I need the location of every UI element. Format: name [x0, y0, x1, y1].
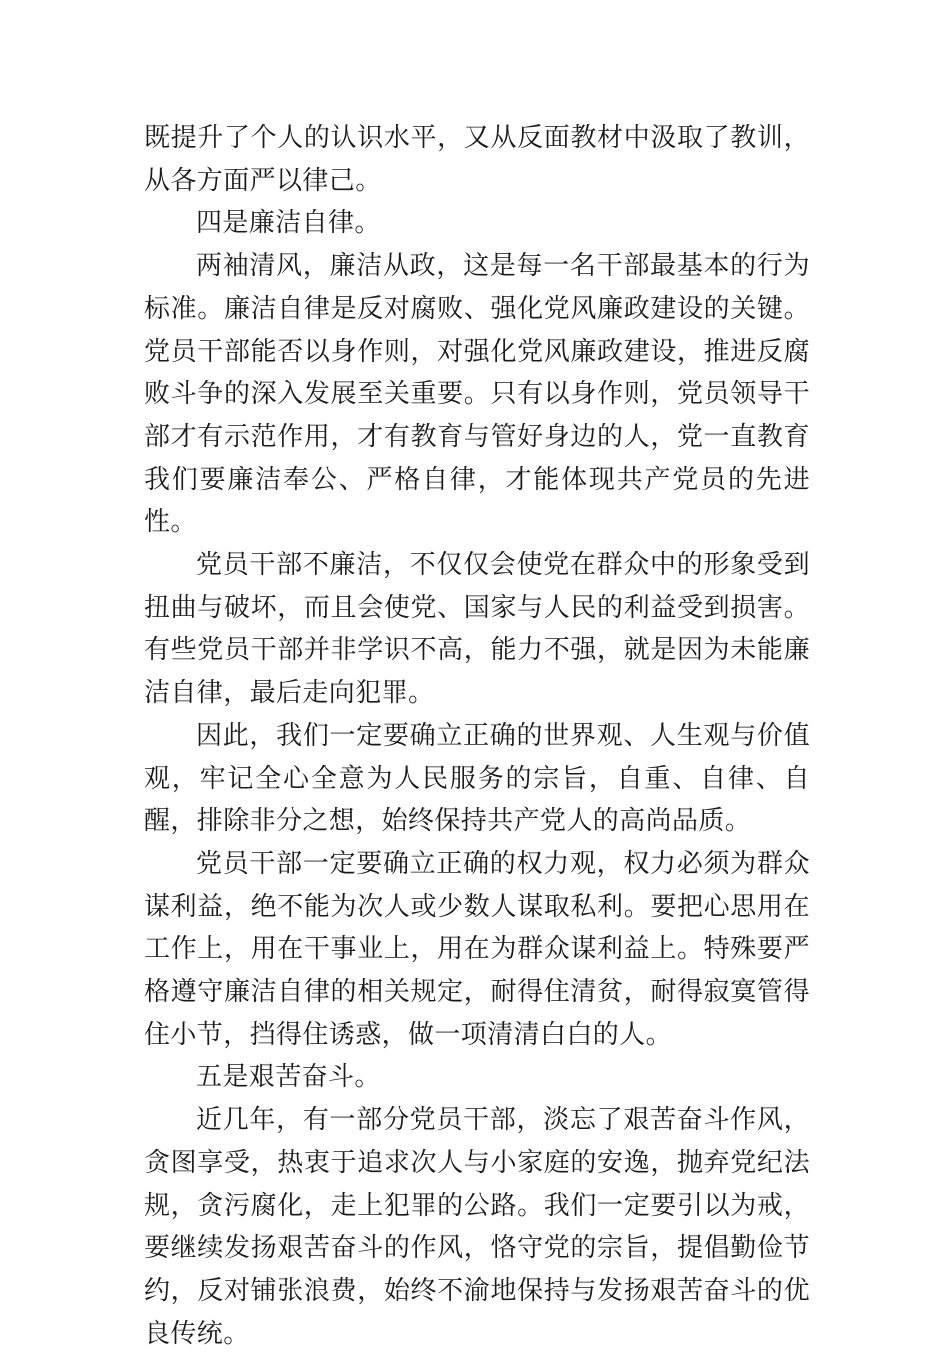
- paragraph: 近几年，有一部分党员干部，淡忘了艰苦奋斗作风，贪图享受，热衷于追求次人与小家庭的安逸，抛弃党纪法规，贪污腐化，走上犯罪的公路。我们一定要引以为戒，要继续发扬艰苦奋斗的作风，恪守党的宗旨，提倡勤俭节约，反对铺张浪费，始终不渝地保持与发扬艰苦奋斗的优良传统。: [144, 1105, 810, 1349]
- paragraph: 因此，我们一定要确立正确的世界观、人生观与价值观，牢记全心全意为人民服务的宗旨，自重、自律、自醒，排除非分之想，始终保持共产党人的高尚品质。: [144, 720, 810, 837]
- paragraph: 两袖清风，廉洁从政，这是每一名干部最基本的行为标准。廉洁自律是反对腐败、强化党风廉政建设的关键。党员干部能否以身作则，对强化党风廉政建设，推进反腐败斗争的深入发展至关重要。只有以身作则，党员领导干部才有示范作用，才有教育与管好身边的人，党一直教育我们要廉洁奉公、严格自律，才能体现共产党员的先进性。: [144, 251, 810, 538]
- document-body: [144, 117, 810, 1355]
- section-heading-integrity: 四是廉洁自律。: [196, 208, 381, 239]
- section-heading-hard-work: 五是艰苦奋斗。: [196, 1062, 381, 1093]
- paragraph: 党员干部不廉洁，不仅仅会使党在群众中的形象受到扭曲与破坏，而且会使党、国家与人民的利益受到损害。有些党员干部并非学识不高，能力不强，就是因为未能廉洁自律，最后走向犯罪。: [144, 550, 810, 709]
- paragraph: 党员干部一定要确立正确的权力观，权力必须为群众谋利益，绝不能为次人或少数人谋取私利。要把心思用在工作上，用在干事业上，用在为群众谋利益上。特殊要严格遵守廉洁自律的相关规定，耐得住清贫，耐得寂寞管得住小节，挡得住诱惑，做一项清清白白的人。: [144, 848, 810, 1050]
- paragraph-continuation: 既提升了个人的认识水平，又从反面教材中汲取了教训，从各方面严以律己。: [144, 123, 810, 196]
